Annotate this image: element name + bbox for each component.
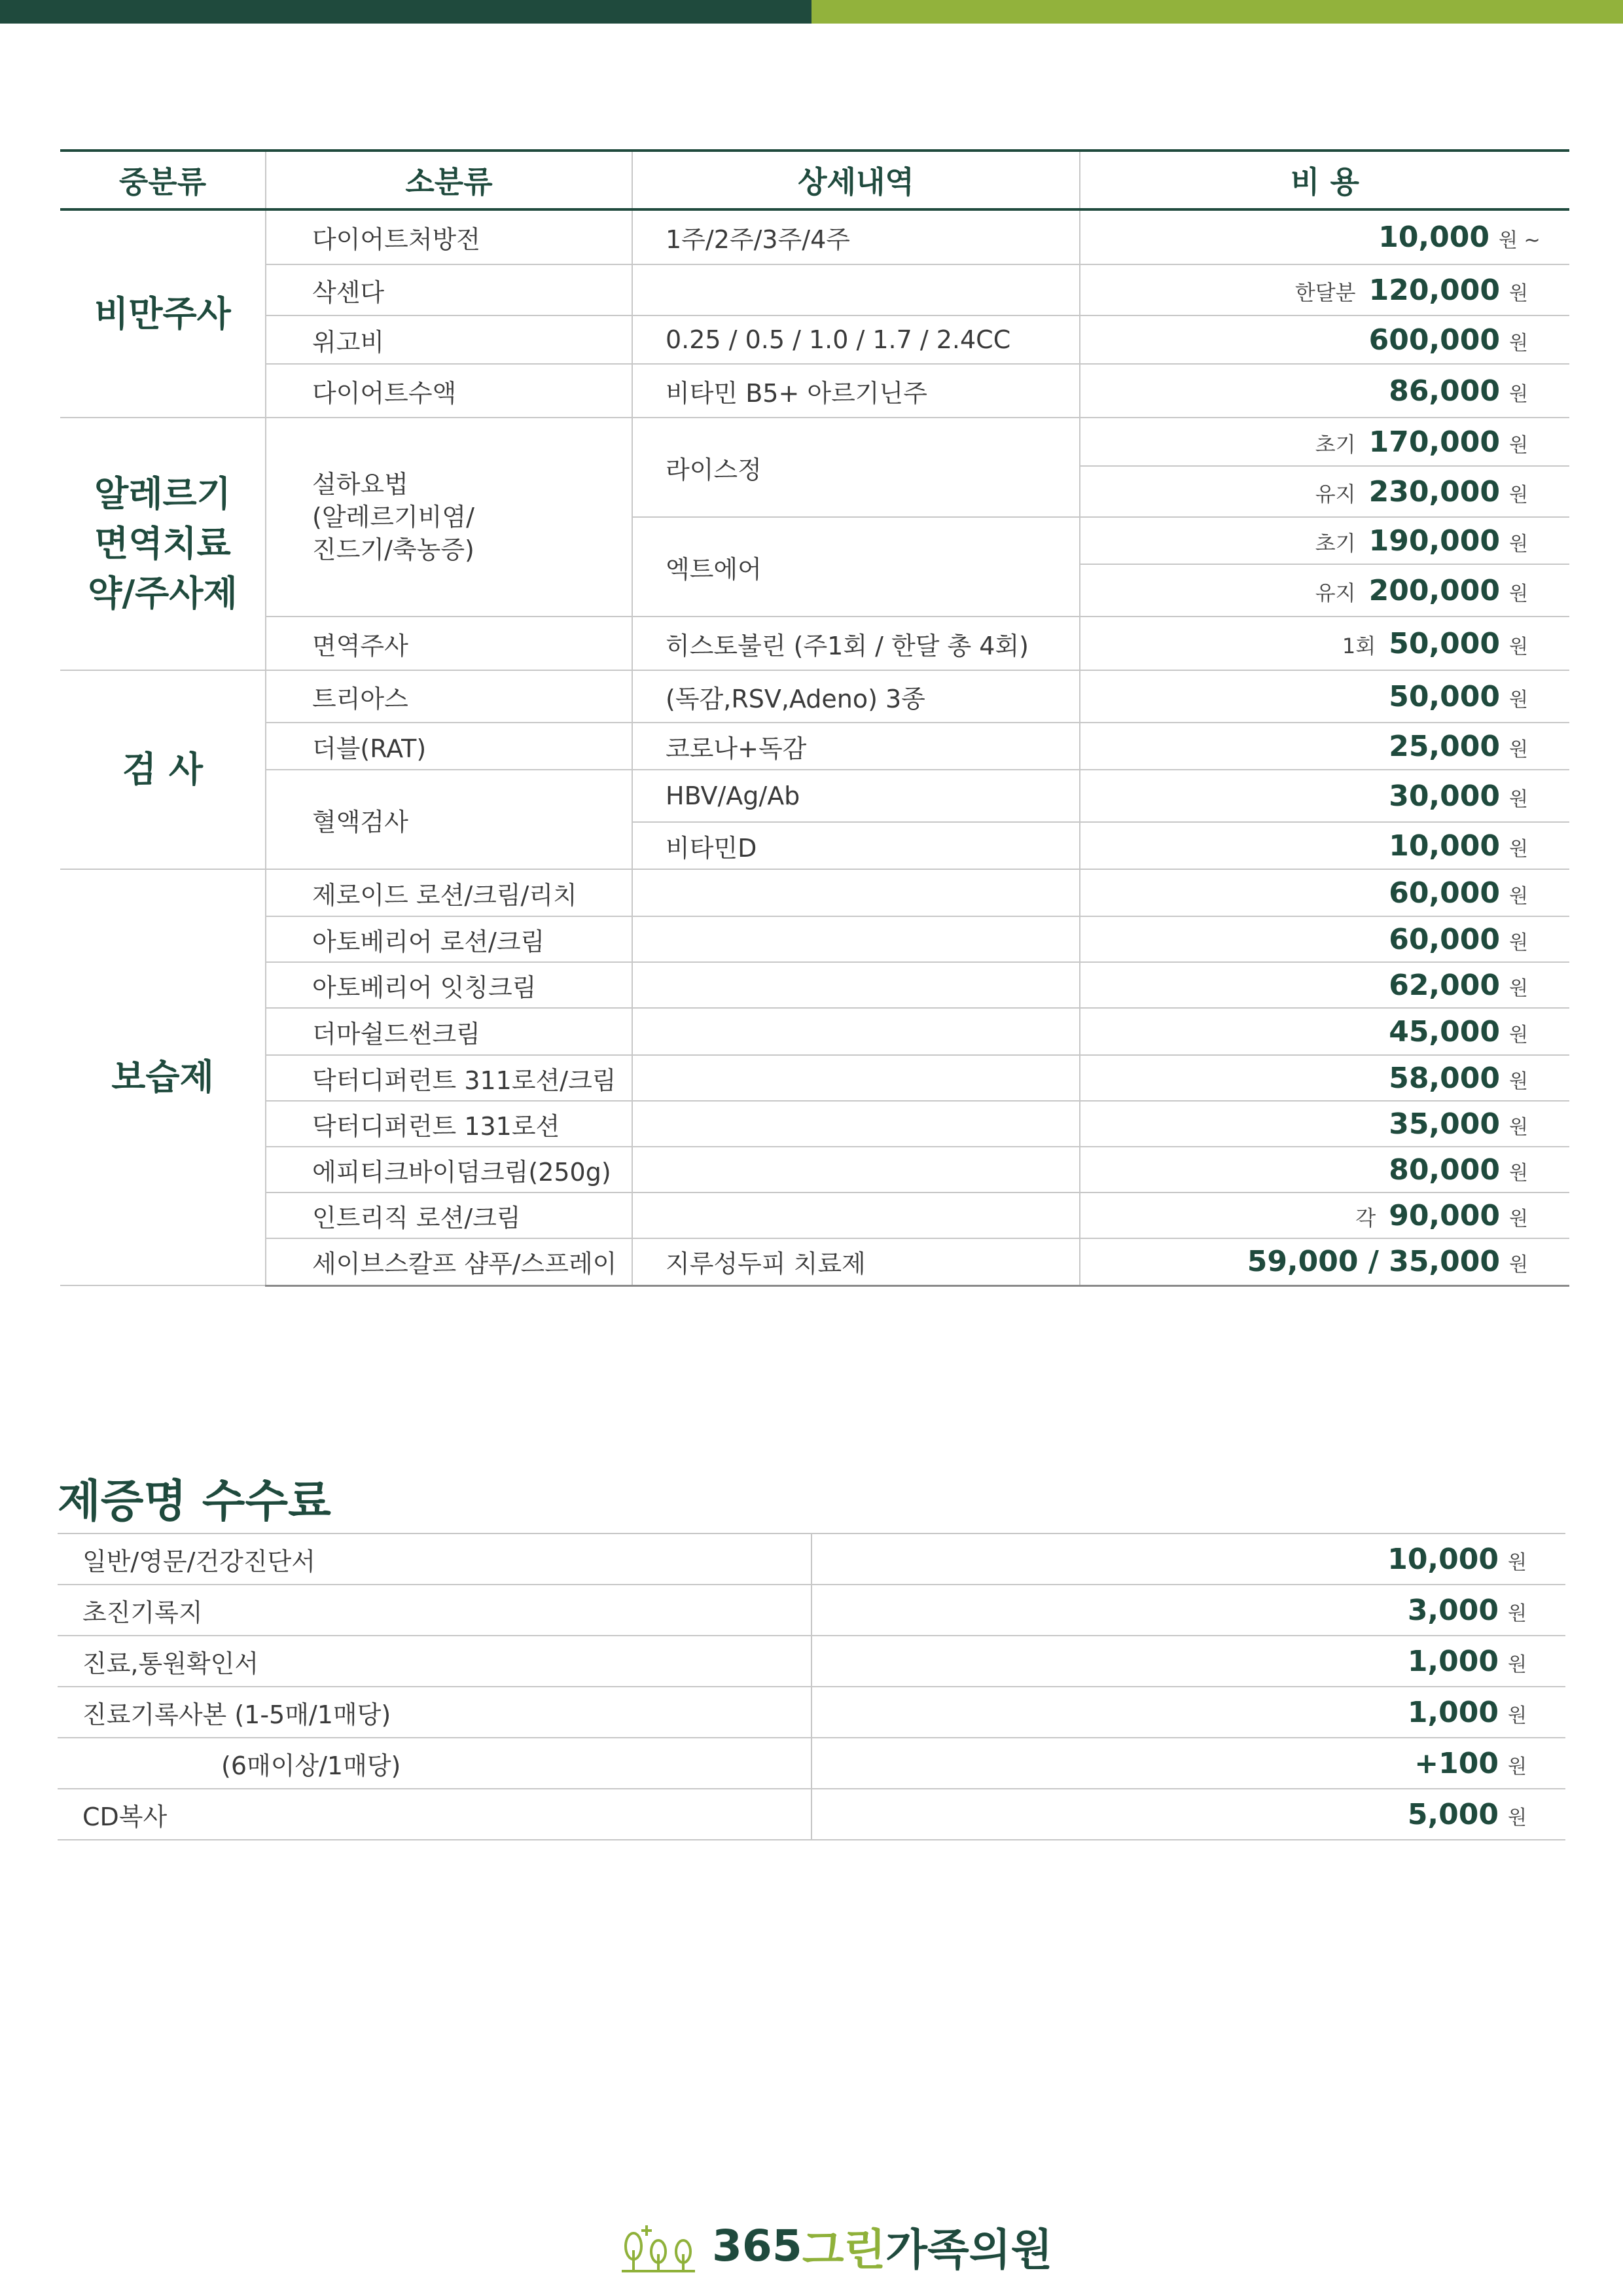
won-unit: 원 bbox=[1509, 837, 1528, 861]
won-unit: 원 bbox=[1509, 582, 1528, 605]
price-prefix: 초기 bbox=[1315, 530, 1356, 556]
table-row bbox=[60, 869, 1569, 916]
price-amount: 10,000 bbox=[1389, 829, 1500, 863]
won-unit: 원 bbox=[1509, 688, 1528, 711]
cert-price bbox=[812, 1687, 1565, 1738]
price-amount: 10,000 bbox=[1378, 221, 1489, 254]
won-unit: 원 bbox=[1509, 635, 1528, 658]
item-name: 세이브스칼프 샴푸/스프레이 bbox=[266, 1238, 632, 1285]
item-price bbox=[1080, 770, 1569, 822]
table-row bbox=[60, 209, 1569, 264]
won-unit: 원 bbox=[1509, 1207, 1528, 1230]
price-prefix: 한달분 bbox=[1294, 279, 1356, 305]
price-amount: 35,000 bbox=[1389, 1107, 1500, 1141]
item-name: 더블(RAT) bbox=[266, 723, 632, 770]
price-amount: 170,000 bbox=[1368, 425, 1500, 459]
table-row bbox=[60, 1193, 1569, 1238]
item-detail bbox=[632, 962, 1080, 1008]
category-moisturizer: 보습제 bbox=[60, 869, 266, 1285]
cert-price bbox=[812, 1585, 1565, 1636]
table-row bbox=[60, 264, 1569, 315]
won-unit: 원 bbox=[1509, 433, 1528, 457]
price-amount: 59,000 / 35,000 bbox=[1247, 1245, 1500, 1279]
logo-number: 365 bbox=[712, 2220, 802, 2271]
price-amount: 90,000 bbox=[1389, 1198, 1500, 1232]
item-price bbox=[1080, 869, 1569, 916]
price-amount: 45,000 bbox=[1389, 1014, 1500, 1049]
table-row bbox=[60, 364, 1569, 418]
table-row bbox=[60, 916, 1569, 962]
won-unit: 원 bbox=[1509, 331, 1528, 355]
table-row bbox=[60, 723, 1569, 770]
item-detail: 지루성두피 치료제 bbox=[632, 1238, 1080, 1285]
item-name: 위고비 bbox=[266, 315, 632, 364]
cert-name: CD복사 bbox=[58, 1789, 812, 1840]
won-unit: 원 bbox=[1509, 1069, 1528, 1093]
item-name: 에피티크바이덤크림(250g) bbox=[266, 1147, 632, 1193]
fee-table bbox=[60, 149, 1569, 1287]
price-amount: 10,000 bbox=[1387, 1542, 1499, 1576]
price-amount: 25,000 bbox=[1389, 729, 1500, 763]
cert-price bbox=[812, 1534, 1565, 1585]
item-name: 아토베리어 잇칭크림 bbox=[266, 962, 632, 1008]
won-unit: 원 bbox=[1508, 1602, 1527, 1625]
won-unit: 원 bbox=[1508, 1653, 1527, 1676]
item-price bbox=[1080, 517, 1569, 564]
item-detail: (독감,RSV,Adeno) 3종 bbox=[632, 670, 1080, 723]
won-unit: 원 bbox=[1509, 1115, 1528, 1139]
item-detail bbox=[632, 1055, 1080, 1101]
won-unit: 원 bbox=[1509, 1023, 1528, 1047]
item-price bbox=[1080, 466, 1569, 517]
price-amount: 120,000 bbox=[1368, 273, 1500, 307]
item-price bbox=[1080, 916, 1569, 962]
price-amount: 190,000 bbox=[1368, 524, 1500, 558]
certificate-fees-table bbox=[58, 1533, 1565, 1840]
won-unit: 원 bbox=[1508, 1551, 1527, 1574]
price-amount: 80,000 bbox=[1389, 1153, 1500, 1187]
price-amount: 30,000 bbox=[1389, 779, 1500, 813]
fee-table-header bbox=[60, 151, 1569, 209]
table-row bbox=[60, 418, 1569, 466]
won-unit: 원 bbox=[1509, 931, 1528, 954]
item-detail bbox=[632, 1147, 1080, 1193]
table-row bbox=[60, 315, 1569, 364]
won-unit: 원 bbox=[1509, 738, 1528, 761]
price-amount: 86,000 bbox=[1389, 374, 1500, 408]
item-detail bbox=[632, 264, 1080, 315]
item-detail bbox=[632, 1008, 1080, 1055]
item-name: 제로이드 로션/크림/리치 bbox=[266, 869, 632, 916]
item-price bbox=[1080, 723, 1569, 770]
top-bar-dark bbox=[0, 0, 812, 24]
price-amount: 1,000 bbox=[1407, 1644, 1499, 1678]
logo-clinic-text: 가족의원 bbox=[885, 2224, 1053, 2275]
item-name: 인트리직 로션/크림 bbox=[266, 1193, 632, 1238]
price-amount: 50,000 bbox=[1389, 626, 1500, 660]
item-detail: 비타민 B5+ 아르기닌주 bbox=[632, 364, 1080, 418]
item-name-blood: 혈액검사 bbox=[266, 770, 632, 869]
won-unit: 원 bbox=[1509, 382, 1528, 406]
item-name: 트리아스 bbox=[266, 670, 632, 723]
item-price bbox=[1080, 670, 1569, 723]
table-row bbox=[58, 1585, 1565, 1636]
item-name: 닥터디퍼런트 311로션/크림 bbox=[266, 1055, 632, 1101]
item-price bbox=[1080, 962, 1569, 1008]
item-price bbox=[1080, 315, 1569, 364]
item-name: 더마쉴드썬크림 bbox=[266, 1008, 632, 1055]
price-amount: 200,000 bbox=[1368, 573, 1500, 607]
table-row bbox=[58, 1789, 1565, 1840]
cert-name: 진료기록사본 (1-5매/1매당) bbox=[58, 1687, 812, 1738]
table-row bbox=[60, 1055, 1569, 1101]
item-detail: 1주/2주/3주/4주 bbox=[632, 209, 1080, 264]
won-unit: 원 bbox=[1509, 532, 1528, 556]
cert-name: 일반/영문/건강진단서 bbox=[58, 1534, 812, 1585]
won-unit: 원 bbox=[1509, 483, 1528, 507]
item-price bbox=[1080, 1055, 1569, 1101]
price-amount: 600,000 bbox=[1368, 323, 1500, 357]
price-amount: 62,000 bbox=[1389, 968, 1500, 1002]
table-row bbox=[58, 1738, 1565, 1789]
price-prefix: 초기 bbox=[1315, 431, 1356, 457]
item-price bbox=[1080, 1147, 1569, 1193]
item-name-sublingual: 설하요법 (알레르기비염/ 진드기/축농증) bbox=[266, 418, 632, 617]
item-price bbox=[1080, 364, 1569, 418]
won-unit: 원 bbox=[1509, 1161, 1528, 1185]
item-detail: 히스토불린 (주1회 / 한달 총 4회) bbox=[632, 617, 1080, 670]
price-amount: 5,000 bbox=[1407, 1797, 1499, 1831]
item-detail-lais: 라이스정 bbox=[632, 418, 1080, 517]
item-price bbox=[1080, 1238, 1569, 1285]
price-amount: 60,000 bbox=[1389, 876, 1500, 910]
item-price bbox=[1080, 1193, 1569, 1238]
item-price bbox=[1080, 418, 1569, 466]
item-name: 면역주사 bbox=[266, 617, 632, 670]
table-row bbox=[60, 962, 1569, 1008]
item-detail bbox=[632, 916, 1080, 962]
price-amount: 1,000 bbox=[1407, 1695, 1499, 1729]
header-subcategory: 소분류 bbox=[266, 151, 632, 209]
item-name: 다이어트처방전 bbox=[266, 209, 632, 264]
table-row bbox=[60, 670, 1569, 723]
table-row bbox=[60, 1147, 1569, 1193]
won-unit: 원 bbox=[1509, 977, 1528, 1000]
item-name: 아토베리어 로션/크림 bbox=[266, 916, 632, 962]
cert-name: 초진기록지 bbox=[58, 1585, 812, 1636]
table-row bbox=[60, 770, 1569, 822]
tree-icon bbox=[619, 2216, 698, 2275]
clinic-logo bbox=[619, 2210, 1052, 2282]
price-prefix: 1회 bbox=[1342, 633, 1376, 658]
category-test: 검 사 bbox=[60, 670, 266, 869]
table-row bbox=[60, 617, 1569, 670]
cert-price bbox=[812, 1738, 1565, 1789]
price-prefix: 유지 bbox=[1315, 580, 1356, 605]
won-unit: 원 bbox=[1509, 281, 1528, 305]
top-color-bar bbox=[0, 0, 1623, 24]
header-detail: 상세내역 bbox=[632, 151, 1080, 209]
won-unit: 원 ~ bbox=[1499, 229, 1541, 252]
cert-price bbox=[812, 1789, 1565, 1840]
table-row bbox=[60, 1008, 1569, 1055]
item-price bbox=[1080, 564, 1569, 617]
won-unit: 원 bbox=[1509, 884, 1528, 908]
item-detail: HBV/Ag/Ab bbox=[632, 770, 1080, 822]
price-prefix: 유지 bbox=[1315, 481, 1356, 507]
table-row bbox=[60, 1101, 1569, 1147]
won-unit: 원 bbox=[1508, 1704, 1527, 1727]
price-amount: 60,000 bbox=[1389, 922, 1500, 956]
item-price bbox=[1080, 617, 1569, 670]
header-cost: 비 용 bbox=[1080, 151, 1569, 209]
item-price bbox=[1080, 1101, 1569, 1147]
item-price bbox=[1080, 209, 1569, 264]
won-unit: 원 bbox=[1508, 1806, 1527, 1829]
won-unit: 원 bbox=[1509, 787, 1528, 811]
category-obesity: 비만주사 bbox=[60, 209, 266, 418]
item-detail-actair: 엑트에어 bbox=[632, 517, 1080, 617]
certificate-fees-title: 제증명 수수료 bbox=[58, 1476, 331, 1528]
price-amount: 3,000 bbox=[1407, 1593, 1499, 1627]
price-amount: 50,000 bbox=[1389, 679, 1500, 713]
table-row bbox=[58, 1687, 1565, 1738]
price-amount: 58,000 bbox=[1389, 1061, 1500, 1095]
item-name: 다이어트수액 bbox=[266, 364, 632, 418]
category-allergy: 알레르기 면역치료 약/주사제 bbox=[60, 418, 266, 670]
item-price bbox=[1080, 264, 1569, 315]
item-detail: 0.25 / 0.5 / 1.0 / 1.7 / 2.4CC bbox=[632, 315, 1080, 364]
item-name: 닥터디퍼런트 131로션 bbox=[266, 1101, 632, 1147]
won-unit: 원 bbox=[1509, 1253, 1528, 1277]
cert-price bbox=[812, 1636, 1565, 1687]
top-bar-light bbox=[812, 0, 1623, 24]
cert-name: (6매이상/1매당) bbox=[58, 1738, 812, 1789]
item-detail: 비타민D bbox=[632, 822, 1080, 869]
won-unit: 원 bbox=[1508, 1755, 1527, 1778]
item-detail bbox=[632, 1101, 1080, 1147]
logo-green-text: 그린 bbox=[802, 2224, 886, 2275]
price-amount: 230,000 bbox=[1368, 475, 1500, 509]
item-price bbox=[1080, 1008, 1569, 1055]
item-detail bbox=[632, 1193, 1080, 1238]
price-amount: +100 bbox=[1414, 1746, 1499, 1780]
item-detail: 코로나+독감 bbox=[632, 723, 1080, 770]
table-row bbox=[60, 1238, 1569, 1285]
cert-name: 진료,통원확인서 bbox=[58, 1636, 812, 1687]
item-name: 삭센다 bbox=[266, 264, 632, 315]
header-category: 중분류 bbox=[60, 151, 266, 209]
table-row bbox=[58, 1636, 1565, 1687]
item-detail bbox=[632, 869, 1080, 916]
item-price bbox=[1080, 822, 1569, 869]
table-row bbox=[58, 1534, 1565, 1585]
price-prefix: 각 bbox=[1355, 1205, 1376, 1230]
